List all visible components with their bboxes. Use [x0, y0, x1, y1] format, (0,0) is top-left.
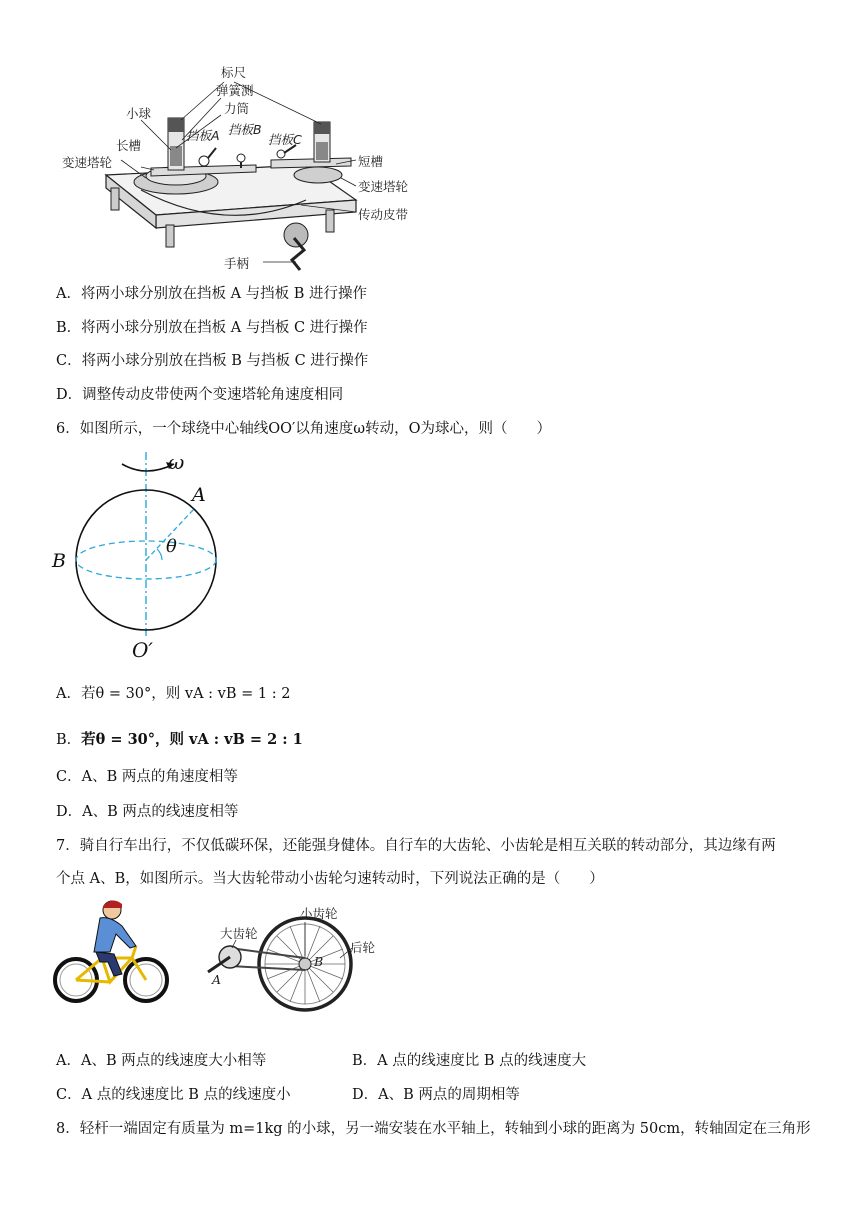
label-theta: θ	[166, 536, 177, 557]
q6-stem: 6．如图所示，一个球绕中心轴线OO′以角速度ω转动，O为球心，则（ ）	[56, 421, 552, 437]
figure-centripetal-apparatus	[56, 60, 456, 275]
q5-option-c: C．将两小球分别放在挡板 B 与挡板 C 进行操作	[56, 353, 369, 369]
label-baffle-a: 挡板A	[186, 128, 220, 143]
q7-stem-line1: 7．骑自行车出行，不仅低碳环保，还能强身健体。自行车的大齿轮、小齿轮是相互关联的转动部分，其边缘有两	[56, 838, 776, 854]
q7-stem-line2: 个点 A、B，如图所示。当大齿轮带动小齿轮匀速转动时，下列说法正确的是（ ）	[56, 871, 604, 887]
cyclist-drawing	[52, 896, 170, 1006]
q5-option-d: D．调整传动皮带使两个变速塔轮角速度相同	[56, 387, 344, 403]
q7-option-c: C．A 点的线速度比 B 点的线速度小	[56, 1087, 291, 1103]
label-omega: ω	[168, 450, 185, 474]
label-tower-wheel-left: 变速塔轮	[62, 155, 113, 170]
q6-option-d: D．A、B 两点的线速度相等	[56, 804, 239, 820]
label-spring-tube-2: 力筒	[224, 101, 250, 116]
label-baffle-c: 挡板C	[268, 132, 302, 147]
label-short-groove: 短槽	[358, 154, 384, 169]
label-point-a: A	[192, 484, 206, 506]
label-handle: 手柄	[224, 256, 250, 271]
figure-rotating-sphere	[48, 448, 248, 668]
label-belt: 传动皮带	[358, 207, 409, 222]
figure-cyclist	[52, 896, 170, 1006]
apparatus-drawing	[56, 60, 456, 275]
q8-stem: 8．轻杆一端固定有质量为 m=1kg 的小球，另一端安装在水平轴上，转轴到小球的距离为 50cm，转轴固定在三角形	[56, 1121, 811, 1137]
q6-option-c: C．A、B 两点的角速度相等	[56, 769, 238, 785]
q6-option-b: B．若θ = 30°，则 vA : vB = 2 : 1	[56, 731, 303, 748]
label-tower-wheel-right: 变速塔轮	[358, 179, 409, 194]
label-baffle-b: 挡板B	[228, 122, 262, 137]
label-small-gear: 小齿轮	[300, 906, 338, 921]
label-big-gear: 大齿轮	[220, 926, 258, 941]
label-point-b: B	[52, 550, 66, 572]
label-point-a-gear: A	[212, 972, 222, 987]
sphere-drawing	[48, 448, 248, 668]
label-long-groove: 长槽	[116, 138, 142, 153]
q7-option-d: D．A、B 两点的周期相等	[352, 1087, 520, 1103]
label-small-ball: 小球	[126, 106, 152, 121]
q5-option-a: A．将两小球分别放在挡板 A 与挡板 B 进行操作	[56, 286, 368, 302]
label-rear-wheel: 后轮	[350, 940, 376, 955]
q5-option-b: B．将两小球分别放在挡板 A 与挡板 C 进行操作	[56, 320, 368, 336]
figure-gears	[190, 898, 420, 1014]
label-scale: 标尺	[221, 65, 247, 80]
q7-option-b: B．A 点的线速度比 B 点的线速度大	[352, 1053, 587, 1069]
label-o-prime: O′	[132, 638, 153, 662]
q7-option-a: A．A、B 两点的线速度大小相等	[56, 1053, 267, 1069]
label-point-b-gear: B	[314, 954, 324, 969]
label-spring-tube-1: 弹簧测	[216, 83, 254, 98]
q6-option-a: A．若θ = 30°，则 vA : vB = 1 : 2	[56, 686, 291, 702]
